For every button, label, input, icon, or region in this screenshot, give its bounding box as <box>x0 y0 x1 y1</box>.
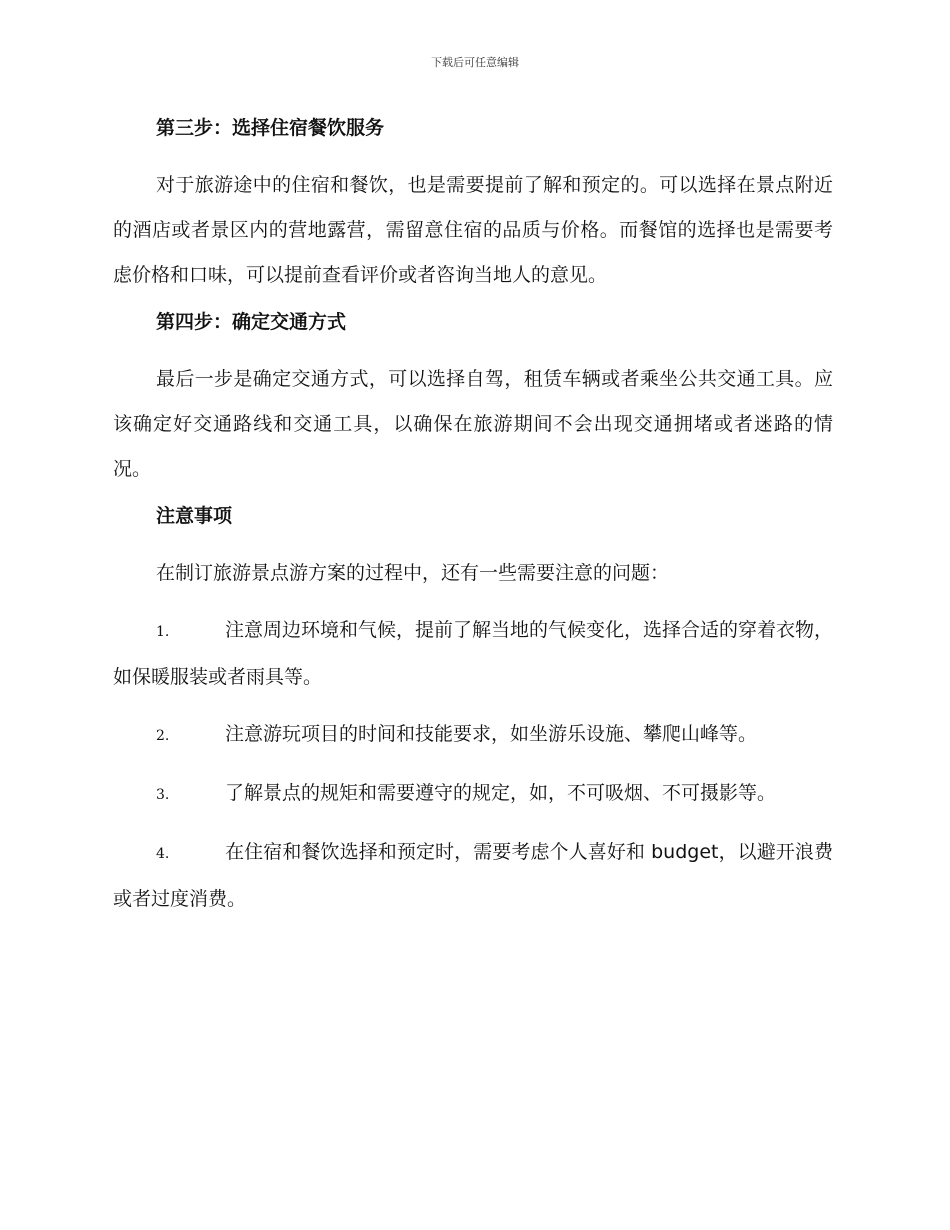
list-number: 4. <box>156 846 170 862</box>
step3-paragraph: 对于旅游途中的住宿和餐饮，也是需要提前了解和预定的。可以选择在景点附近的酒店或者景区内的营地露营，需留意住宿的品质与价格。而餐馆的选择也是需要考虑价格和口味，可以提前查看评价或者咨询当地人的意见。 <box>113 174 833 286</box>
step3-heading: 第三步：选择住宿餐饮服务 <box>156 117 385 139</box>
list-item <box>113 771 833 818</box>
list-item <box>113 712 833 759</box>
list-item <box>113 830 833 922</box>
step4-heading: 第四步：确定交通方式 <box>156 311 347 333</box>
list-number: 3. <box>156 787 170 803</box>
list-item <box>113 608 833 700</box>
list-number: 2. <box>156 728 170 744</box>
list-item-text: 注意游玩项目的时间和技能要求，如坐游乐设施、攀爬山峰等。 <box>225 723 758 745</box>
document-body <box>113 110 833 934</box>
notes-intro: 在制订旅游景点游方案的过程中，还有一些需要注意的问题： <box>156 562 670 584</box>
header-note: 下载后可任意编辑 <box>431 56 519 69</box>
list-item-text: 了解景点的规矩和需要遵守的规定，如，不可吸烟、不可摄影等。 <box>225 782 777 804</box>
list-number: 1. <box>156 624 170 640</box>
list-item-text: 在住宿和餐饮选择和预定时，需要考虑个人喜好和 budget，以避开浪费或者过度消费。 <box>113 841 833 910</box>
step4-paragraph: 最后一步是确定交通方式，可以选择自驾，租赁车辆或者乘坐公共交通工具。应该确定好交通路线和交通工具，以确保在旅游期间不会出现交通拥堵或者迷路的情况。 <box>113 368 833 480</box>
notes-heading: 注意事项 <box>156 505 233 527</box>
list-item-text: 注意周边环境和气候，提前了解当地的气候变化，选择合适的穿着衣物，如保暖服装或者雨具等。 <box>113 619 834 688</box>
